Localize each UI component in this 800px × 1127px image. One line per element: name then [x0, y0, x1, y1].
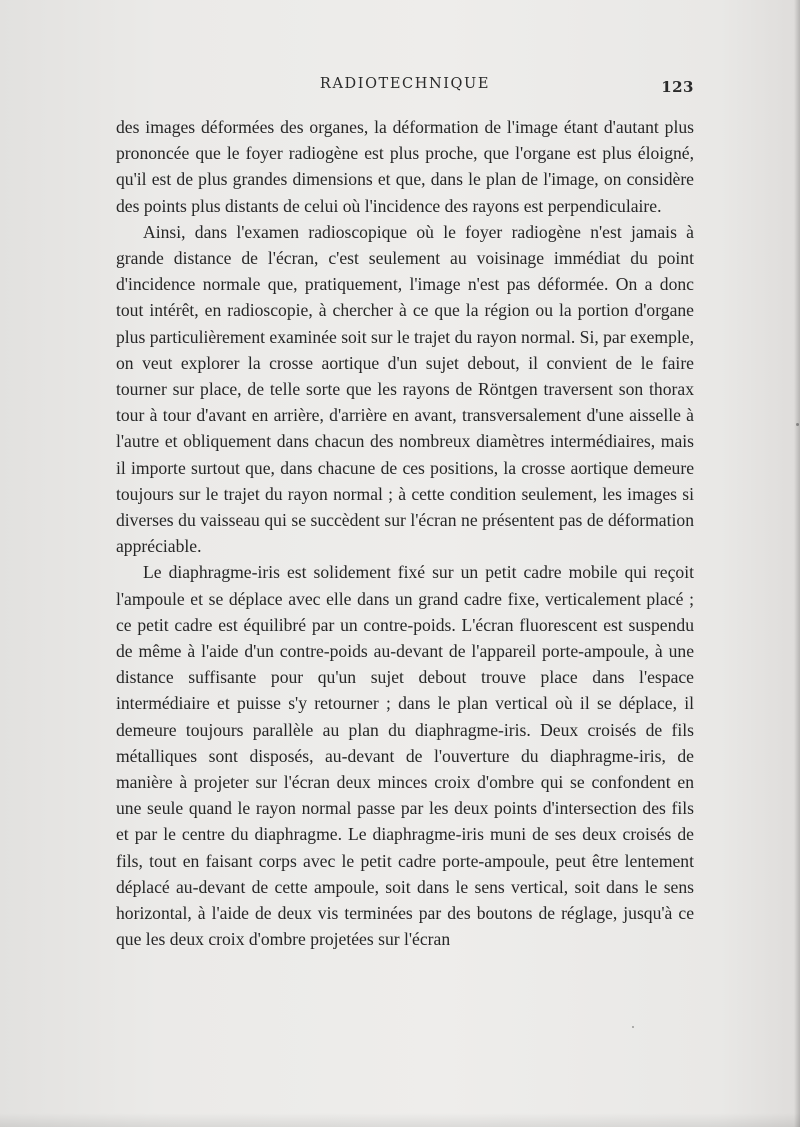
paragraph-radioscopy: Ainsi, dans l'examen radioscopique où le foyer radiogène n'est jamais à grande distance de l'écran, c'est seulement au voisinage immédiat du point d'incidence normale que, pratiquement, l'image n'est pas déformée. On a donc tout intérêt, en radioscopie, à chercher à ce que la région ou la portion d'organe plus particulièrement examinée soit sur le trajet du rayon normal. Si, par exemple, on veut explorer la crosse aortique d'un sujet debout, il convient de le faire tourner sur place, de telle sorte que les rayons de Röntgen traversent son thorax tour à tour d'avant en arrière, d'arrière en avant, transversalement d'une aisselle à l'autre et obliquement dans chacun des nombreux diamètres intermédiaires, mais il importe surtout que, dans chacune de ces positions, la crosse aortique demeure toujours sur le trajet du rayon normal ; à cette condition seulement, les images si diverses du vaisseau qui se succèdent sur l'écran ne présentent pas de déformation appréciable.	[116, 221, 694, 557]
page-edge-shadow	[794, 0, 800, 1127]
scan-speck	[632, 1026, 634, 1028]
page-number: 123	[661, 78, 694, 96]
page-header	[116, 72, 694, 98]
paragraph-diaphragm-iris: Le diaphragme-iris est solidement fixé sur un petit cadre mobile qui reçoit l'ampoule et se déplace avec elle dans un grand cadre fixe, verticalement placé ; ce petit cadre est équilibré par un contre-poids. L'écran fluorescent est suspendu de même à l'aide d'un contre-poids au-devant de l'appareil porte-ampoule, à une distance suffisante pour qu'un sujet debout trouve place dans l'espace intermédiaire et puisse s'y retourner ; dans le plan vertical où il se déplace, il demeure toujours parallèle au plan du diaphragme-iris. Deux croisés de fils métalliques sont disposés, au-devant de l'ouverture du diaphragme-iris, de manière à projeter sur l'écran deux minces croix d'ombre qui se confondent en une seule quand le rayon normal passe par les deux points d'intersection des fils et par le centre du diaphragme. Le diaphragme-iris muni de ses deux croisés de fils, tout en faisant corps avec le petit cadre porte-ampoule, peut être lentement déplacé au-devant de cette ampoule, soit dans le sens vertical, soit dans le sens horizontal, à l'aide de deux vis terminées par des boutons de réglage, jusqu'à ce que les deux croix d'ombre projetées sur l'écran	[116, 562, 694, 950]
running-title: RADIOTECHNIQUE	[319, 76, 491, 92]
body-text	[116, 114, 694, 953]
page-bottom-shadow	[0, 1113, 800, 1127]
paragraph-continuation: des images déformées des organes, la déformation de l'image étant d'autant plus prononcée que le foyer radiogène est plus proche, que l'organe est plus éloigné, qu'il est de plus grandes dimensions et que, dans le plan de l'image, on considère des points plus distants de celui où l'incidence des rayons est perpendiculaire.	[116, 117, 694, 216]
